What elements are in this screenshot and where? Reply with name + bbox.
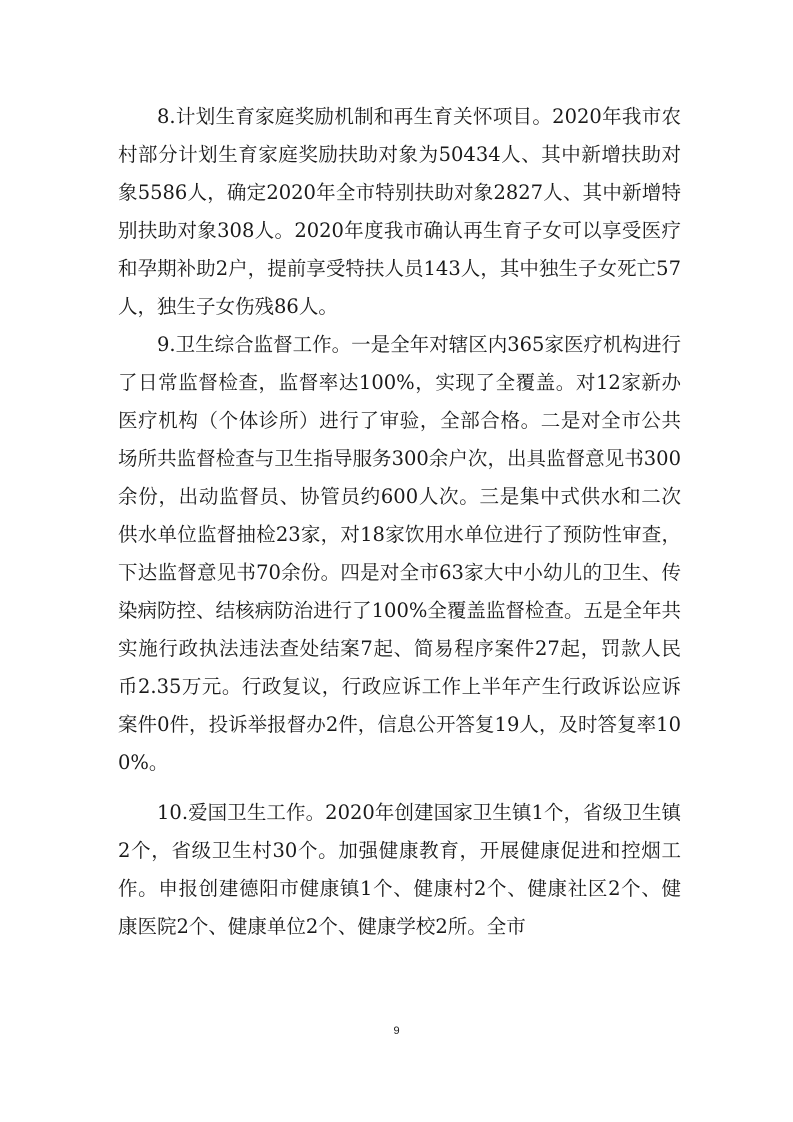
paragraph-health-supervision: 9.卫生综合监督工作。一是全年对辖区内365家医疗机构进行了日常监督检查，监督率达100%，实现了全覆盖。对12家新办医疗机构（个体诊所）进行了审验，全部合格。二是对全市公共场所共监督检查与卫生指导服务300余户次，出具监督意见书300余份，出动监督员、协管员约600人次。三是集中式供水和二次供水单位监督抽检23家，对18家饮用水单位进行了预防性审查，下达监督意见书70余份。四是对全市63家大中小幼儿的卫生、传染病防控、结核病防治进行了100%全覆盖监督检查。五是全年共实施行政执法违法查处结案7起、简易程序案件27起，罚款人民币2.35万元。行政复议，行政应诉工作上半年产生行政诉讼应诉案件0件，投诉举报督办2件，信息公开答复19人，及时答复率100%。	[118, 333, 681, 774]
body-text	[118, 98, 681, 946]
paragraph-patriotic-health: 10.爱国卫生工作。2020年创建国家卫生镇1个，省级卫生镇2个，省级卫生村30个。加强健康教育，开展健康促进和控烟工作。申报创建德阳市健康镇1个、健康村2个、健康社区2个、健康医院2个、健康单位2个、健康学校2所。全市	[118, 801, 681, 938]
paragraph-family-planning: 8.计划生育家庭奖励机制和再生育关怀项目。2020年我市农村部分计划生育家庭奖励扶助对象为50434人、其中新增扶助对象5586人，确定2020年全市特别扶助对象2827人、其中新增特别扶助对象308人。2020年度我市确认再生育子女可以享受医疗和孕期补助2户，提前享受特扶人员143人，其中独生子女死亡57人，独生子女伤残86人。	[118, 105, 681, 318]
page-number: 9	[393, 1025, 400, 1037]
